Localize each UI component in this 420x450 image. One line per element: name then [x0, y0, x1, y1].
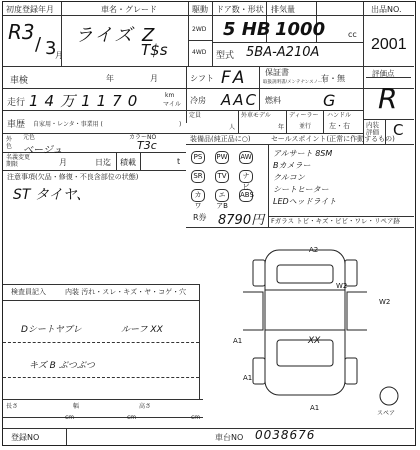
mileage-label: 走行 [7, 98, 26, 108]
warranty-label: 保証書 [265, 68, 289, 77]
month-value: 3 [45, 38, 57, 59]
equipment-tv-box: TV [215, 170, 229, 183]
capacity-unit: 人 [229, 124, 236, 131]
change-day-label: 日迄 [95, 158, 111, 167]
car-damage-diagram [203, 230, 413, 410]
name-change-label: 名義変更期限 [6, 154, 31, 168]
inspector-line1b: ルーフ XX [121, 325, 163, 335]
equipment-ナビ-box: ナビ [239, 170, 253, 183]
equipment-aw-box: AW [239, 151, 253, 164]
lot-no-value: 2001 [371, 36, 407, 53]
door-value: 5 HB [223, 19, 271, 40]
mark-center: XX [308, 336, 321, 346]
mark-front-right: W2 [336, 282, 348, 290]
color-no-label: カラーNO [129, 134, 157, 141]
exterior-color-value: ベージュ [23, 145, 63, 156]
interior-label: 内装評価 [366, 121, 379, 136]
chassis-label: 車台NO [215, 433, 244, 442]
reg-no-label: 登録NO [11, 433, 40, 442]
chassis-value: 0038676 [255, 428, 316, 442]
notes-label: 注意事項(欠品・修復・不良含部位の状態) [7, 173, 139, 181]
inspector-categories: 内装 汚れ・スレ・キズ・ヤ・コゲ・穴 [65, 288, 187, 296]
usage-label: 車歴 [7, 120, 26, 130]
dealer-label: ディーラー [289, 112, 319, 119]
shift-value: FA [221, 68, 248, 88]
drive-2wd: 2WD [192, 26, 207, 33]
displacement-unit: cc [348, 30, 357, 39]
mark-front: A2 [309, 246, 319, 254]
exterior-model-year: 年 [278, 124, 285, 131]
loading-label: 積載 [120, 158, 136, 167]
equipment-abs-box: ABS [239, 189, 253, 202]
shaken-year-unit: 年 [106, 74, 114, 83]
displacement-value: 1000 [275, 19, 326, 40]
notes-text: ST タイヤ、 [13, 187, 91, 203]
mark-left-door: A1 [233, 337, 243, 345]
height-label: 高さ [139, 403, 152, 410]
lot-no-label: 出品NO. [371, 5, 402, 14]
drive-4wd: 4WD [192, 49, 207, 56]
auction-inspection-sheet: 初度登録年月 車名・グレード 駆動 ドア数・形状 排気量 出品NO. R3 / 3 月 ライズ Z T$s 2WD 4WD 5 HB 1000 cc 型式 5BA-A210A 2001 車検 年 月 シフト FA 保証書 取扱説明書/メンテナンスノート 有・無 評価点 R 走行 14万1170 km マイル 冷房 AAC 燃料 G 車歴 自家用・レンタ・事業用 ( ) 定員 人 外車モデル 年 ディーラー 並行 ハンドル 左・右 内装評価 C 外 色 元色 カラーNO ベージュ T3c 名義変更期限 月 日迄 積載 t 装備品(純正品に○) セールスポイント(正常に作動するもの) PS PW AW SR TV ナビ カワ エアB ABS R券 8790円 アルサート 8SM Bカメラー クルコン シートヒーター LEDヘッドライト Fガラス トビ・キズ・ビビ・ワレ・リペア跡 注意事項(欠品・修復・不良含部位の状態) ST タイヤ、 検査員記入 内装 汚れ・スレ・キズ・ヤ・コゲ・穴 Dシートヤブレ ルーフ XX キズ B ぶつぶつ A2 W2 W2 A1 XX A1 A1 スペア 長さ cm 幅 cm 高さ cm 登録NO 車台NO 0038676 [2, 1, 416, 446]
length-unit: cm [65, 414, 75, 421]
r-ticket-value: 8790円 [218, 213, 265, 228]
width-label: 幅 [73, 403, 80, 410]
model-label: 型式 [216, 51, 235, 61]
fuel-label: 燃料 [265, 96, 281, 105]
displacement-label: 排気量 [271, 5, 295, 14]
interior-value: C [393, 121, 404, 139]
exterior-model-label: 外車モデル [241, 112, 271, 119]
length-label: 長さ [6, 403, 19, 410]
spare-label: スペア [377, 410, 396, 417]
first-reg-label: 初度登録年月 [6, 5, 54, 14]
first-reg-value: R3 [8, 20, 35, 44]
ac-value: AAC [221, 91, 258, 109]
r-ticket-label: R券 [193, 213, 207, 222]
grade-value: R [378, 82, 398, 115]
month-unit: 月 [55, 51, 63, 60]
ac-label: 冷房 [190, 96, 206, 105]
width-unit: cm [127, 414, 137, 421]
handle-value: 左・右 [329, 122, 350, 130]
mark-rear-left: A1 [243, 374, 253, 382]
warranty-value: 有・無 [321, 74, 345, 83]
equipment-エアb-box: エアB [216, 191, 228, 210]
mileage-digits: 14万1170 [29, 92, 144, 110]
original-color-label: 元色 [23, 134, 36, 141]
dealer-sub: 並行 [299, 123, 312, 130]
mileage-unit-top: km [165, 92, 175, 99]
drive-label: 駆動 [192, 5, 208, 14]
inspector-line2: キズ B ぶつぶつ [29, 361, 95, 371]
shaken-label: 車検 [10, 76, 29, 86]
handle-label: ハンドル [327, 112, 352, 119]
grade-value: T$s [141, 41, 168, 59]
inspector-label: 検査員記入 [11, 288, 46, 296]
model-value: 5BA-A210A [246, 45, 320, 60]
car-name-value: ライズ Z [75, 25, 157, 46]
car-name-label: 車名・グレード [101, 5, 157, 14]
door-shape-label: ドア数・形状 [216, 5, 264, 14]
equipment-ps-box: PS [191, 151, 205, 164]
exterior-color-label: 外 色 [6, 136, 13, 150]
equipment-sr-box: SR [191, 170, 205, 183]
selling-point-label: セールスポイント(正常に作動するもの) [271, 135, 395, 143]
ton-unit: t [177, 157, 181, 166]
equipment-カワ-box: カワ [191, 189, 205, 202]
mileage-unit-bottom: マイル [163, 101, 181, 108]
grade-label: 評価点 [372, 69, 395, 78]
usage-options: 自家用・レンタ・事業用 ( [33, 121, 103, 128]
inspector-line1: Dシートヤブレ [21, 325, 82, 335]
fuel-value: G [323, 91, 336, 110]
capacity-label: 定員 [189, 112, 202, 119]
usage-paren-close: ) [179, 121, 182, 128]
shift-label: シフト [190, 74, 214, 83]
height-unit: cm [191, 414, 201, 421]
mark-rear: A1 [310, 404, 320, 412]
warranty-sub: 取扱説明書/メンテナンスノート [263, 80, 328, 85]
shaken-month-unit: 月 [150, 74, 158, 83]
equipment-label: 装備品(純正品に○) [190, 135, 251, 143]
selling-point-text: アルサート 8SM Bカメラー クルコン シートヒーター LEDヘッドライト [273, 149, 337, 206]
mark-right-side: W2 [379, 298, 391, 306]
glass-label: Fガラス トビ・キズ・ビビ・ワレ・リペア跡 [271, 217, 400, 225]
equipment-pw-box: PW [215, 151, 229, 164]
color-no-value: T3c [137, 139, 157, 152]
change-month-unit: 月 [59, 158, 67, 167]
